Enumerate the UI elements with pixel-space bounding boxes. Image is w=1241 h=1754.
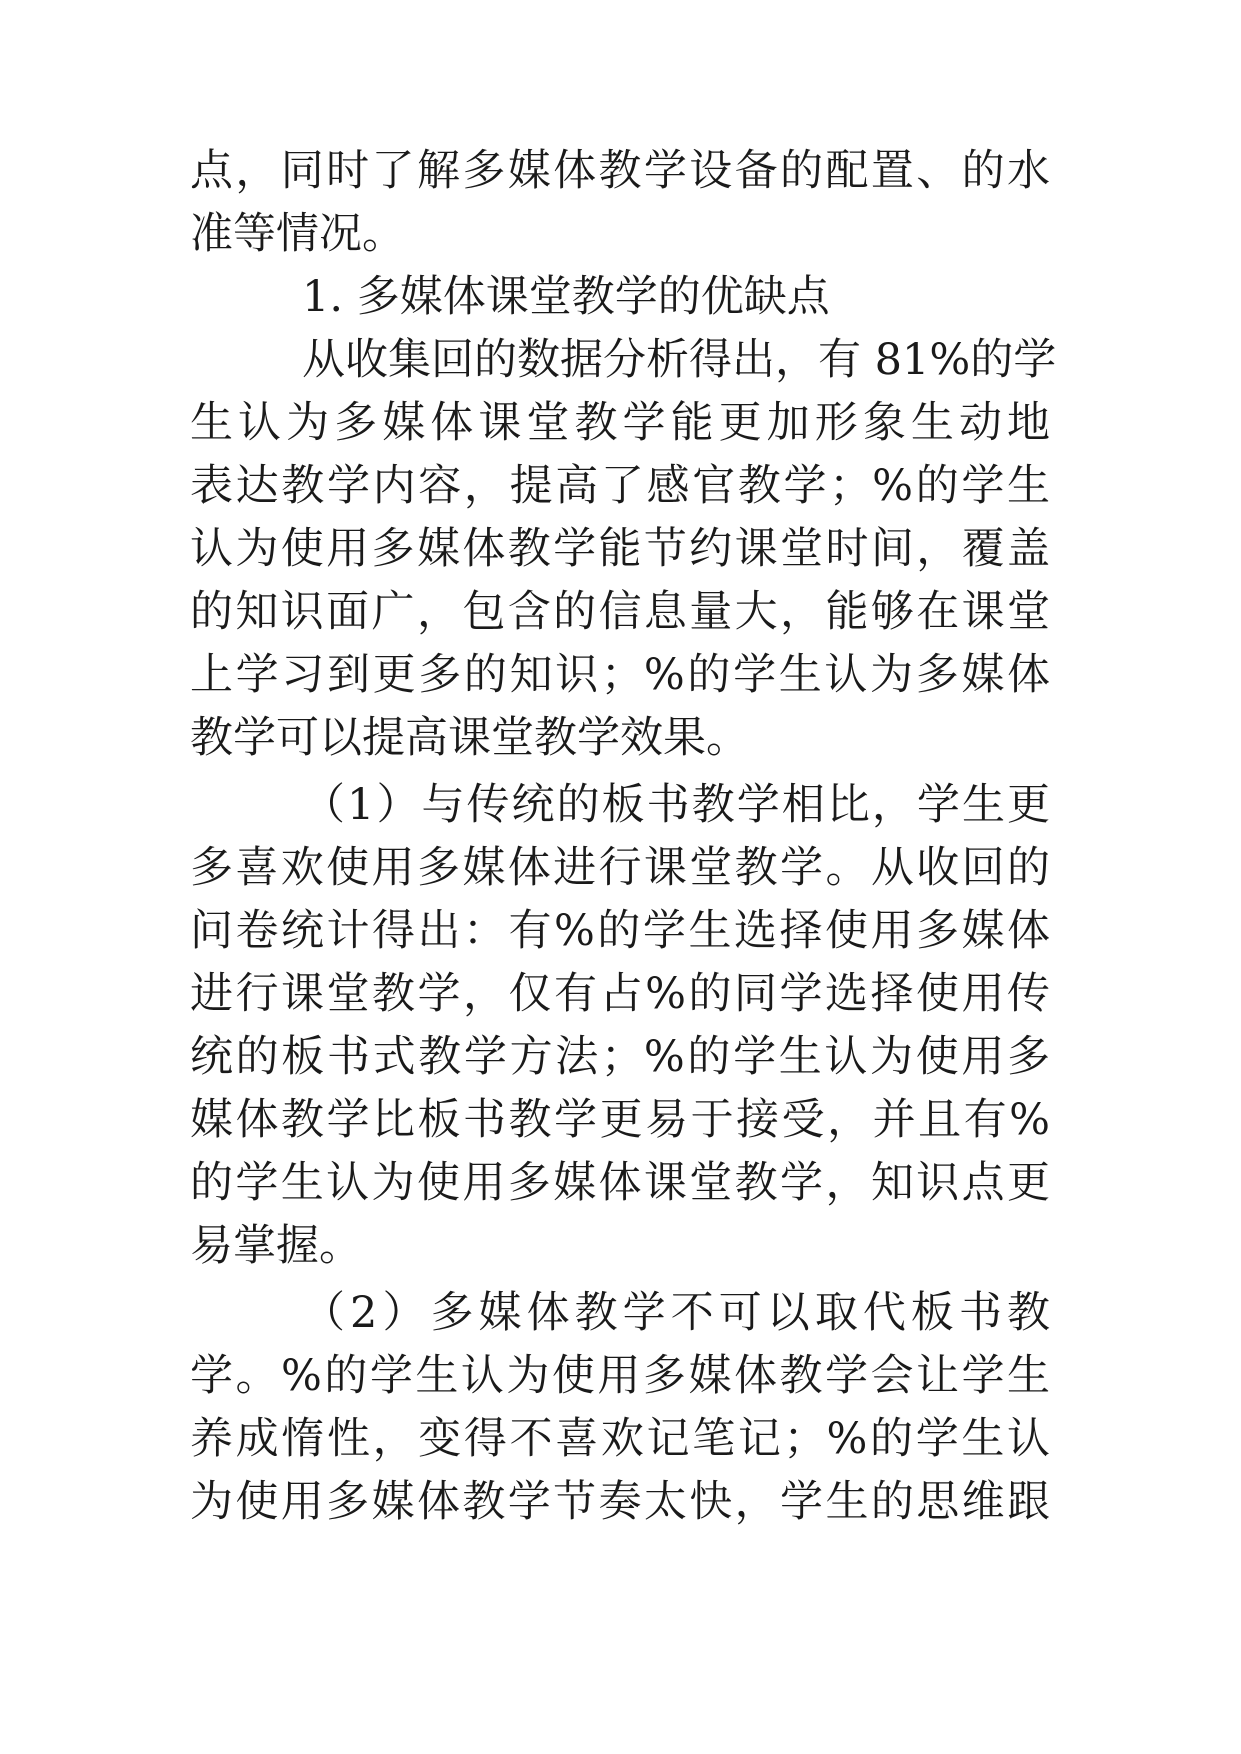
- text-line: 点，同时了解多媒体教学设备的配置、的水: [190, 146, 1050, 196]
- text-line: 学。%的学生认为使用多媒体教学会让学生: [190, 1351, 1050, 1401]
- text-line: 问卷统计得出：有%的学生选择使用多媒体: [190, 906, 1050, 956]
- text-line: 从收集回的数据分析得出，有 81%的学: [302, 335, 1057, 385]
- text-line: 进行课堂教学，仅有占%的同学选择使用传: [190, 969, 1050, 1019]
- text-line: 表达教学内容，提高了感官教学；%的学生: [190, 461, 1050, 511]
- section-heading: 1. 多媒体课堂教学的优缺点: [302, 272, 830, 322]
- text-line: 上学习到更多的知识；%的学生认为多媒体: [190, 650, 1050, 700]
- text-line: 准等情况。: [190, 209, 405, 259]
- text-line: 生认为多媒体课堂教学能更加形象生动地: [190, 398, 1050, 448]
- text-line: 多喜欢使用多媒体进行课堂教学。从收回的: [190, 843, 1050, 893]
- text-line: 统的板书式教学方法；%的学生认为使用多: [190, 1032, 1050, 1082]
- text-line: 易掌握。: [190, 1221, 362, 1271]
- text-line: 教学可以提高课堂教学效果。: [190, 713, 749, 763]
- body-text: [190, 140, 1057, 1534]
- text-line: 养成惰性，变得不喜欢记笔记；%的学生认: [190, 1414, 1050, 1464]
- text-line: 的学生认为使用多媒体课堂教学，知识点更: [190, 1158, 1050, 1208]
- text-line: 为使用多媒体教学节奏太快，学生的思维跟: [190, 1477, 1050, 1527]
- text-line: （1）与传统的板书教学相比，学生更: [302, 780, 1050, 830]
- text-line: （2）多媒体教学不可以取代板书教: [302, 1288, 1050, 1338]
- text-line: 认为使用多媒体教学能节约课堂时间，覆盖: [190, 524, 1050, 574]
- text-line: 的知识面广，包含的信息量大，能够在课堂: [190, 587, 1050, 637]
- text-line: 媒体教学比板书教学更易于接受，并且有%: [190, 1095, 1050, 1145]
